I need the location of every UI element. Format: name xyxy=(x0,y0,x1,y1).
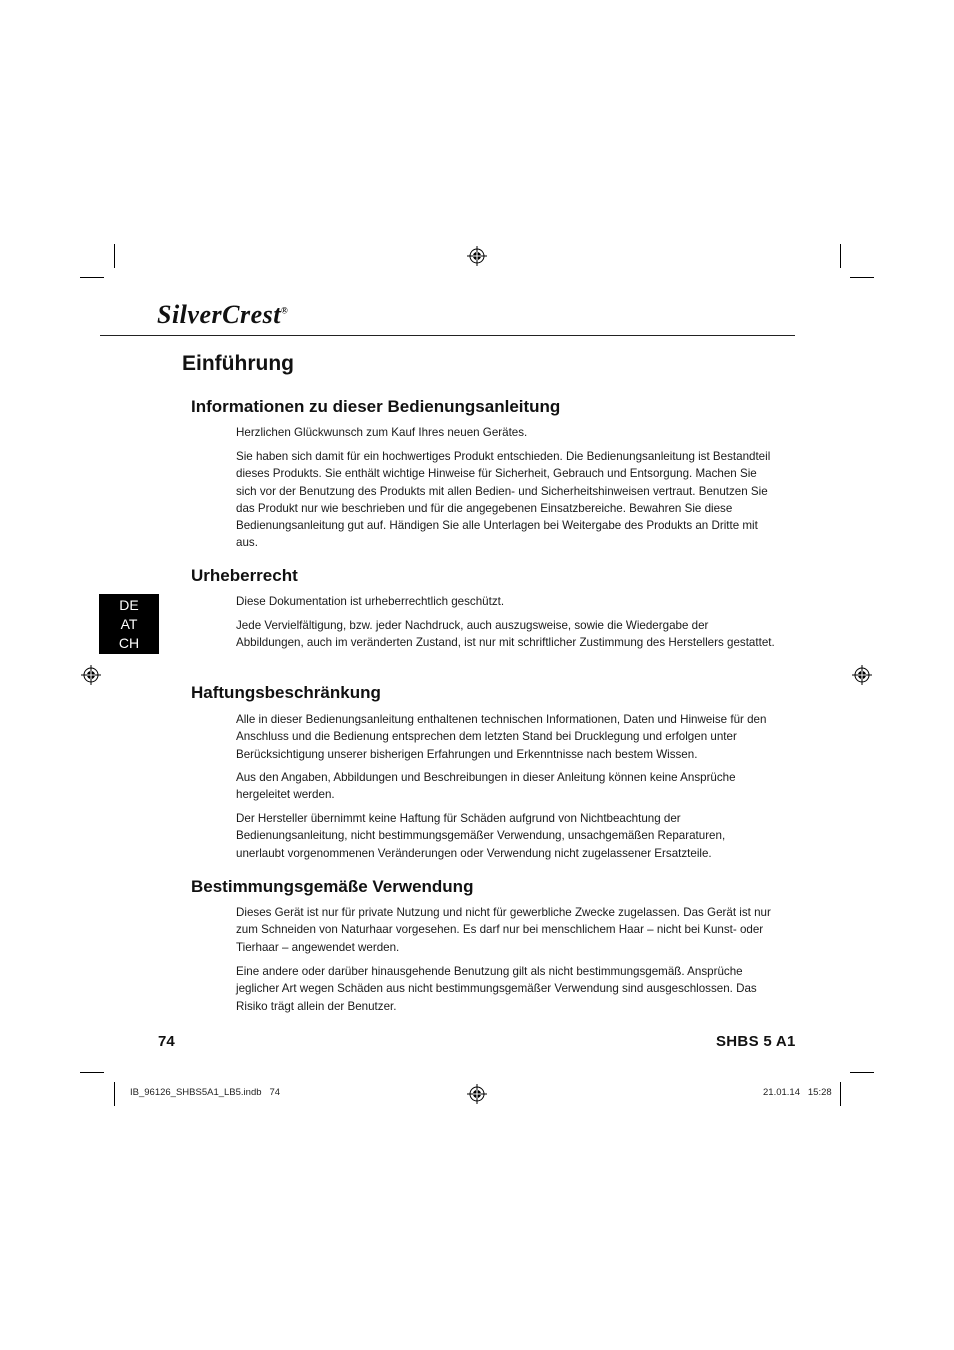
paragraph: Diese Dokumentation ist urheberrechtlich geschützt. xyxy=(236,595,505,608)
paragraph: Herzlichen Glückwunsch zum Kauf Ihres neuen Gerätes. xyxy=(236,426,528,439)
paragraph: Der Hersteller übernimmt keine Haftung für Schäden aufgrund von Nichtbeachtung der Bedienungsanleitung, nicht bestimmungsgemäßer Verwendung, unsachgemäßen Reparaturen, unerlaubt vorgenommenen Veränderungen oder Verwendung nicht zugelassener Ersatzteile. xyxy=(236,812,726,860)
crop-mark xyxy=(850,1072,874,1073)
registered-mark: ® xyxy=(280,305,289,316)
header-rule xyxy=(100,335,795,336)
paragraph: Dieses Gerät ist nur für private Nutzung und nicht für gewerbliche Zwecke zugelassen. Das Gerät ist nur zum Schneiden von Naturhaar vorgesehen. Es darf nur bei menschlichem Haar – nicht bei Kunst- oder Tierhaar – angewendet werden. xyxy=(236,906,771,954)
model-number: SHBS 5 A1 xyxy=(716,1033,796,1050)
crop-mark xyxy=(850,277,874,278)
crop-mark xyxy=(80,1072,104,1073)
registration-mark-icon xyxy=(852,665,872,685)
crop-mark xyxy=(114,244,115,268)
section-heading-bestimmungsgemaesse-verwendung: Bestimmungsgemäße Verwendung xyxy=(191,877,474,896)
section-heading-urheberrecht: Urheberrecht xyxy=(191,566,298,585)
paragraph: Jede Vervielfältigung, bzw. jeder Nachdruck, auch auszugsweise, sowie die Wiedergabe der Abbildungen, auch im veränderten Zustand, ist nur mit schriftlicher Zustimmung des Herstellers gestattet. xyxy=(236,619,775,650)
paragraph: Alle in dieser Bedienungsanleitung enthaltenen technischen Informationen, Daten und Hinweise für den Anschluss und die Bedienung entsprechen dem letzten Stand bei Drucklegung und erfolgen unter Berücksichtigung unserer bisherigen Erfahrungen und Erkenntnisse nach bestem Wissen. xyxy=(236,713,767,761)
crop-mark xyxy=(114,1082,115,1106)
brand-logo-text: SilverCrest xyxy=(157,300,281,329)
paragraph: Aus den Angaben, Abbildungen und Beschreibungen in dieser Anleitung können keine Ansprüche hergeleitet werden. xyxy=(236,771,736,802)
page-number: 74 xyxy=(158,1033,175,1050)
language-code: CH xyxy=(118,635,140,651)
print-slug-date: 21.01.14 15:28 xyxy=(763,1087,832,1098)
crop-mark xyxy=(80,277,104,278)
registration-mark-icon xyxy=(467,1084,487,1104)
page-title: Einführung xyxy=(182,352,294,375)
section-heading-haftungsbeschraenkung: Haftungsbeschränkung xyxy=(191,683,381,702)
section-heading-informationen: Informationen zu dieser Bedienungsanleitung xyxy=(191,397,561,416)
language-code: AT xyxy=(120,616,138,632)
crop-mark xyxy=(840,244,841,268)
paragraph: Eine andere oder darüber hinausgehende Benutzung gilt als nicht bestimmungsgemäß. Ansprüche jeglicher Art wegen Schäden aus nicht bestimmungsgemäßer Verwendung sind ausgeschlossen. Das Risiko trägt allein der Benutzer. xyxy=(236,965,757,1013)
paragraph: Sie haben sich damit für ein hochwertiges Produkt entschieden. Die Bedienungsanleitung ist Bestandteil dieses Produkts. Sie enthält wichtige Hinweise für Sicherheit, Gebrauch und Entsorgung. Machen Sie sich vor der Benutzung des Produkts mit allen Bedien- und Sicherheitshinweisen vertraut. Benutzen Sie das Produkt nur wie beschrieben und für die angegebenen Einsatzbereiche. Bewahren Sie diese Bedienungsanleitung gut auf. Händigen Sie alle Unterlagen bei Weitergabe des Produkts an Dritte mit aus. xyxy=(236,450,771,550)
crop-mark xyxy=(840,1082,841,1106)
language-code: DE xyxy=(119,597,139,613)
language-tab xyxy=(99,594,159,654)
brand-logo xyxy=(157,300,288,330)
registration-mark-icon xyxy=(81,665,101,685)
registration-mark-icon xyxy=(467,246,487,266)
print-slug-file: IB_96126_SHBS5A1_LB5.indb 74 xyxy=(130,1087,281,1098)
